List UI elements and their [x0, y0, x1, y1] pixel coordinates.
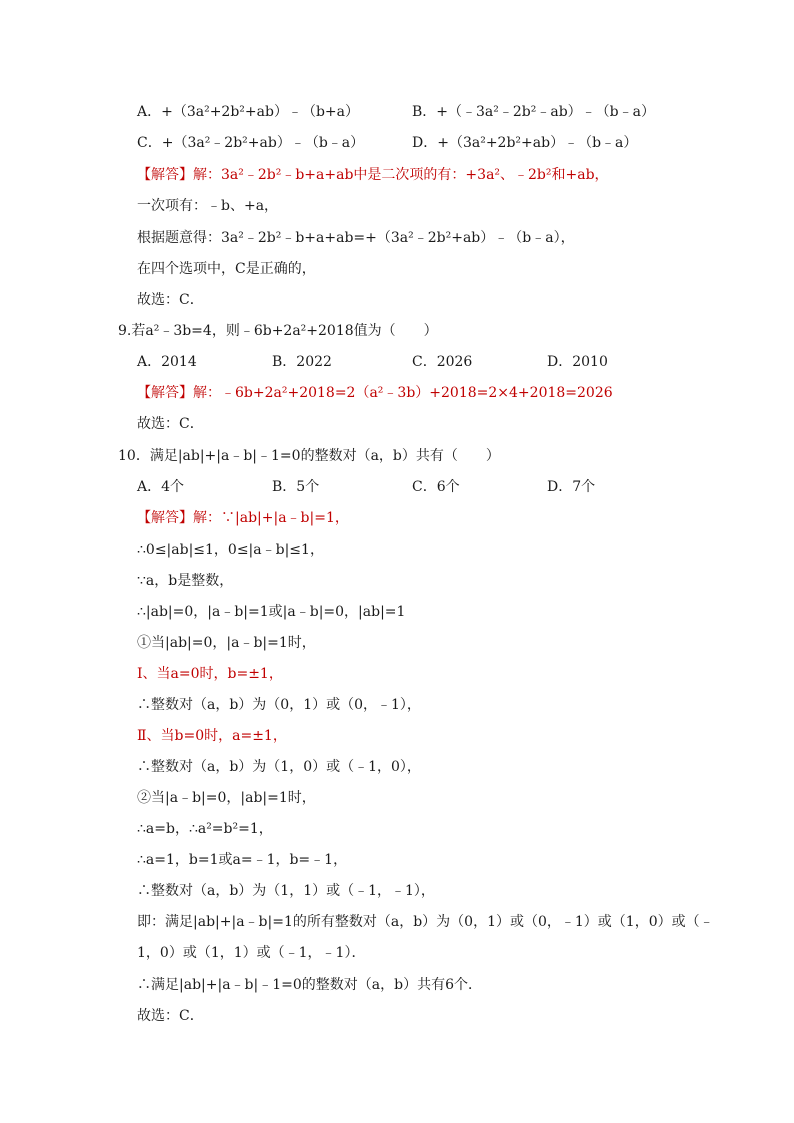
q10-answer-line: ②当|a﹣b|=0，|ab|=1时，	[137, 790, 316, 806]
q10-answer-line: Ⅰ、当a=0时，b=±1，	[137, 666, 283, 682]
q10-option-d: D．7个	[547, 479, 596, 495]
q10-stem: 10．满足|ab|+|a﹣b|﹣1=0的整数对（a，b）共有（ ）	[118, 448, 500, 464]
q10-answer-line: ①当|ab|=0，|a﹣b|=1时，	[137, 635, 316, 651]
q10-answer-line: ∴整数对（a，b）为（1，0）或（﹣1，0），	[137, 759, 421, 775]
q9-answer-line: 【解答】解：﹣6b+2a²+2018=2（a²﹣3b）+2018=2×4+2018=2026	[137, 385, 613, 401]
q8-answer-line: 在四个选项中，C是正确的，	[137, 261, 316, 277]
q8-answer-line: 【解答】解：3a²﹣2b²﹣b+a+ab中是二次项的有：+3a²、﹣2b²和+ab，	[137, 167, 609, 183]
q9-option-a: A．2014	[137, 354, 197, 370]
q10-answer-line: ∴整数对（a，b）为（1，1）或（﹣1，﹣1），	[137, 883, 435, 899]
q8-answer-line: 一次项有：﹣b、+a，	[137, 198, 279, 214]
q9-option-d: D．2010	[547, 354, 608, 370]
q9-option-c: C．2026	[412, 354, 473, 370]
q8-option-c: C．+（3a²﹣2b²+ab）﹣（b﹣a）	[137, 135, 365, 151]
q10-answer-line: Ⅱ、当b=0时，a=±1，	[137, 728, 287, 744]
q10-answer-line: ∴a=b，∴a²=b²=1，	[137, 821, 273, 837]
q8-answer-line: 根据题意得：3a²﹣2b²﹣b+a+ab=+（3a²﹣2b²+ab）﹣（b﹣a），	[137, 230, 575, 246]
q10-answer-line: 1，0）或（1，1）或（﹣1，﹣1）．	[137, 945, 366, 961]
q10-answer-line: ∴满足|ab|+|a﹣b|﹣1=0的整数对（a，b）共有6个．	[137, 977, 482, 993]
q8-option-d: D．+（3a²+2b²+ab）﹣（b﹣a）	[412, 135, 638, 151]
q8-option-b: B．+（﹣3a²﹣2b²﹣ab）﹣（b﹣a）	[412, 104, 655, 120]
q8-answer-line: 故选：C．	[137, 292, 204, 308]
q10-answer-line: 故选：C．	[137, 1008, 204, 1024]
q9-answer-line: 故选：C．	[137, 416, 204, 432]
q10-answer-line: ∴0≤|ab|≤1，0≤|a﹣b|≤1，	[137, 542, 324, 558]
q10-option-c: C．6个	[412, 479, 460, 495]
q10-answer-line: 即：满足|ab|+|a﹣b|=1的所有整数对（a，b）为（0，1）或（0，﹣1）或（1，0）或（﹣	[137, 914, 714, 930]
q10-answer-line: ∴|ab|=0，|a﹣b|=1或|a﹣b|=0，|ab|=1	[137, 604, 406, 620]
q10-answer-line: ∴整数对（a，b）为（0，1）或（0，﹣1），	[137, 697, 421, 713]
q10-option-b: B．5个	[272, 479, 320, 495]
q9-stem: 9.若a²﹣3b=4，则﹣6b+2a²+2018值为（ ）	[118, 323, 438, 339]
q10-answer-line: ∴a=1，b=1或a=﹣1，b=﹣1，	[137, 852, 348, 868]
q10-answer-line: ∵a，b是整数，	[137, 573, 234, 589]
q9-option-b: B．2022	[272, 354, 332, 370]
q10-answer-line: 【解答】解：∵|ab|+|a﹣b|=1，	[137, 510, 349, 526]
q10-option-a: A．4个	[137, 479, 185, 495]
q8-option-a: A．+（3a²+2b²+ab）﹣（b+a）	[137, 104, 359, 120]
